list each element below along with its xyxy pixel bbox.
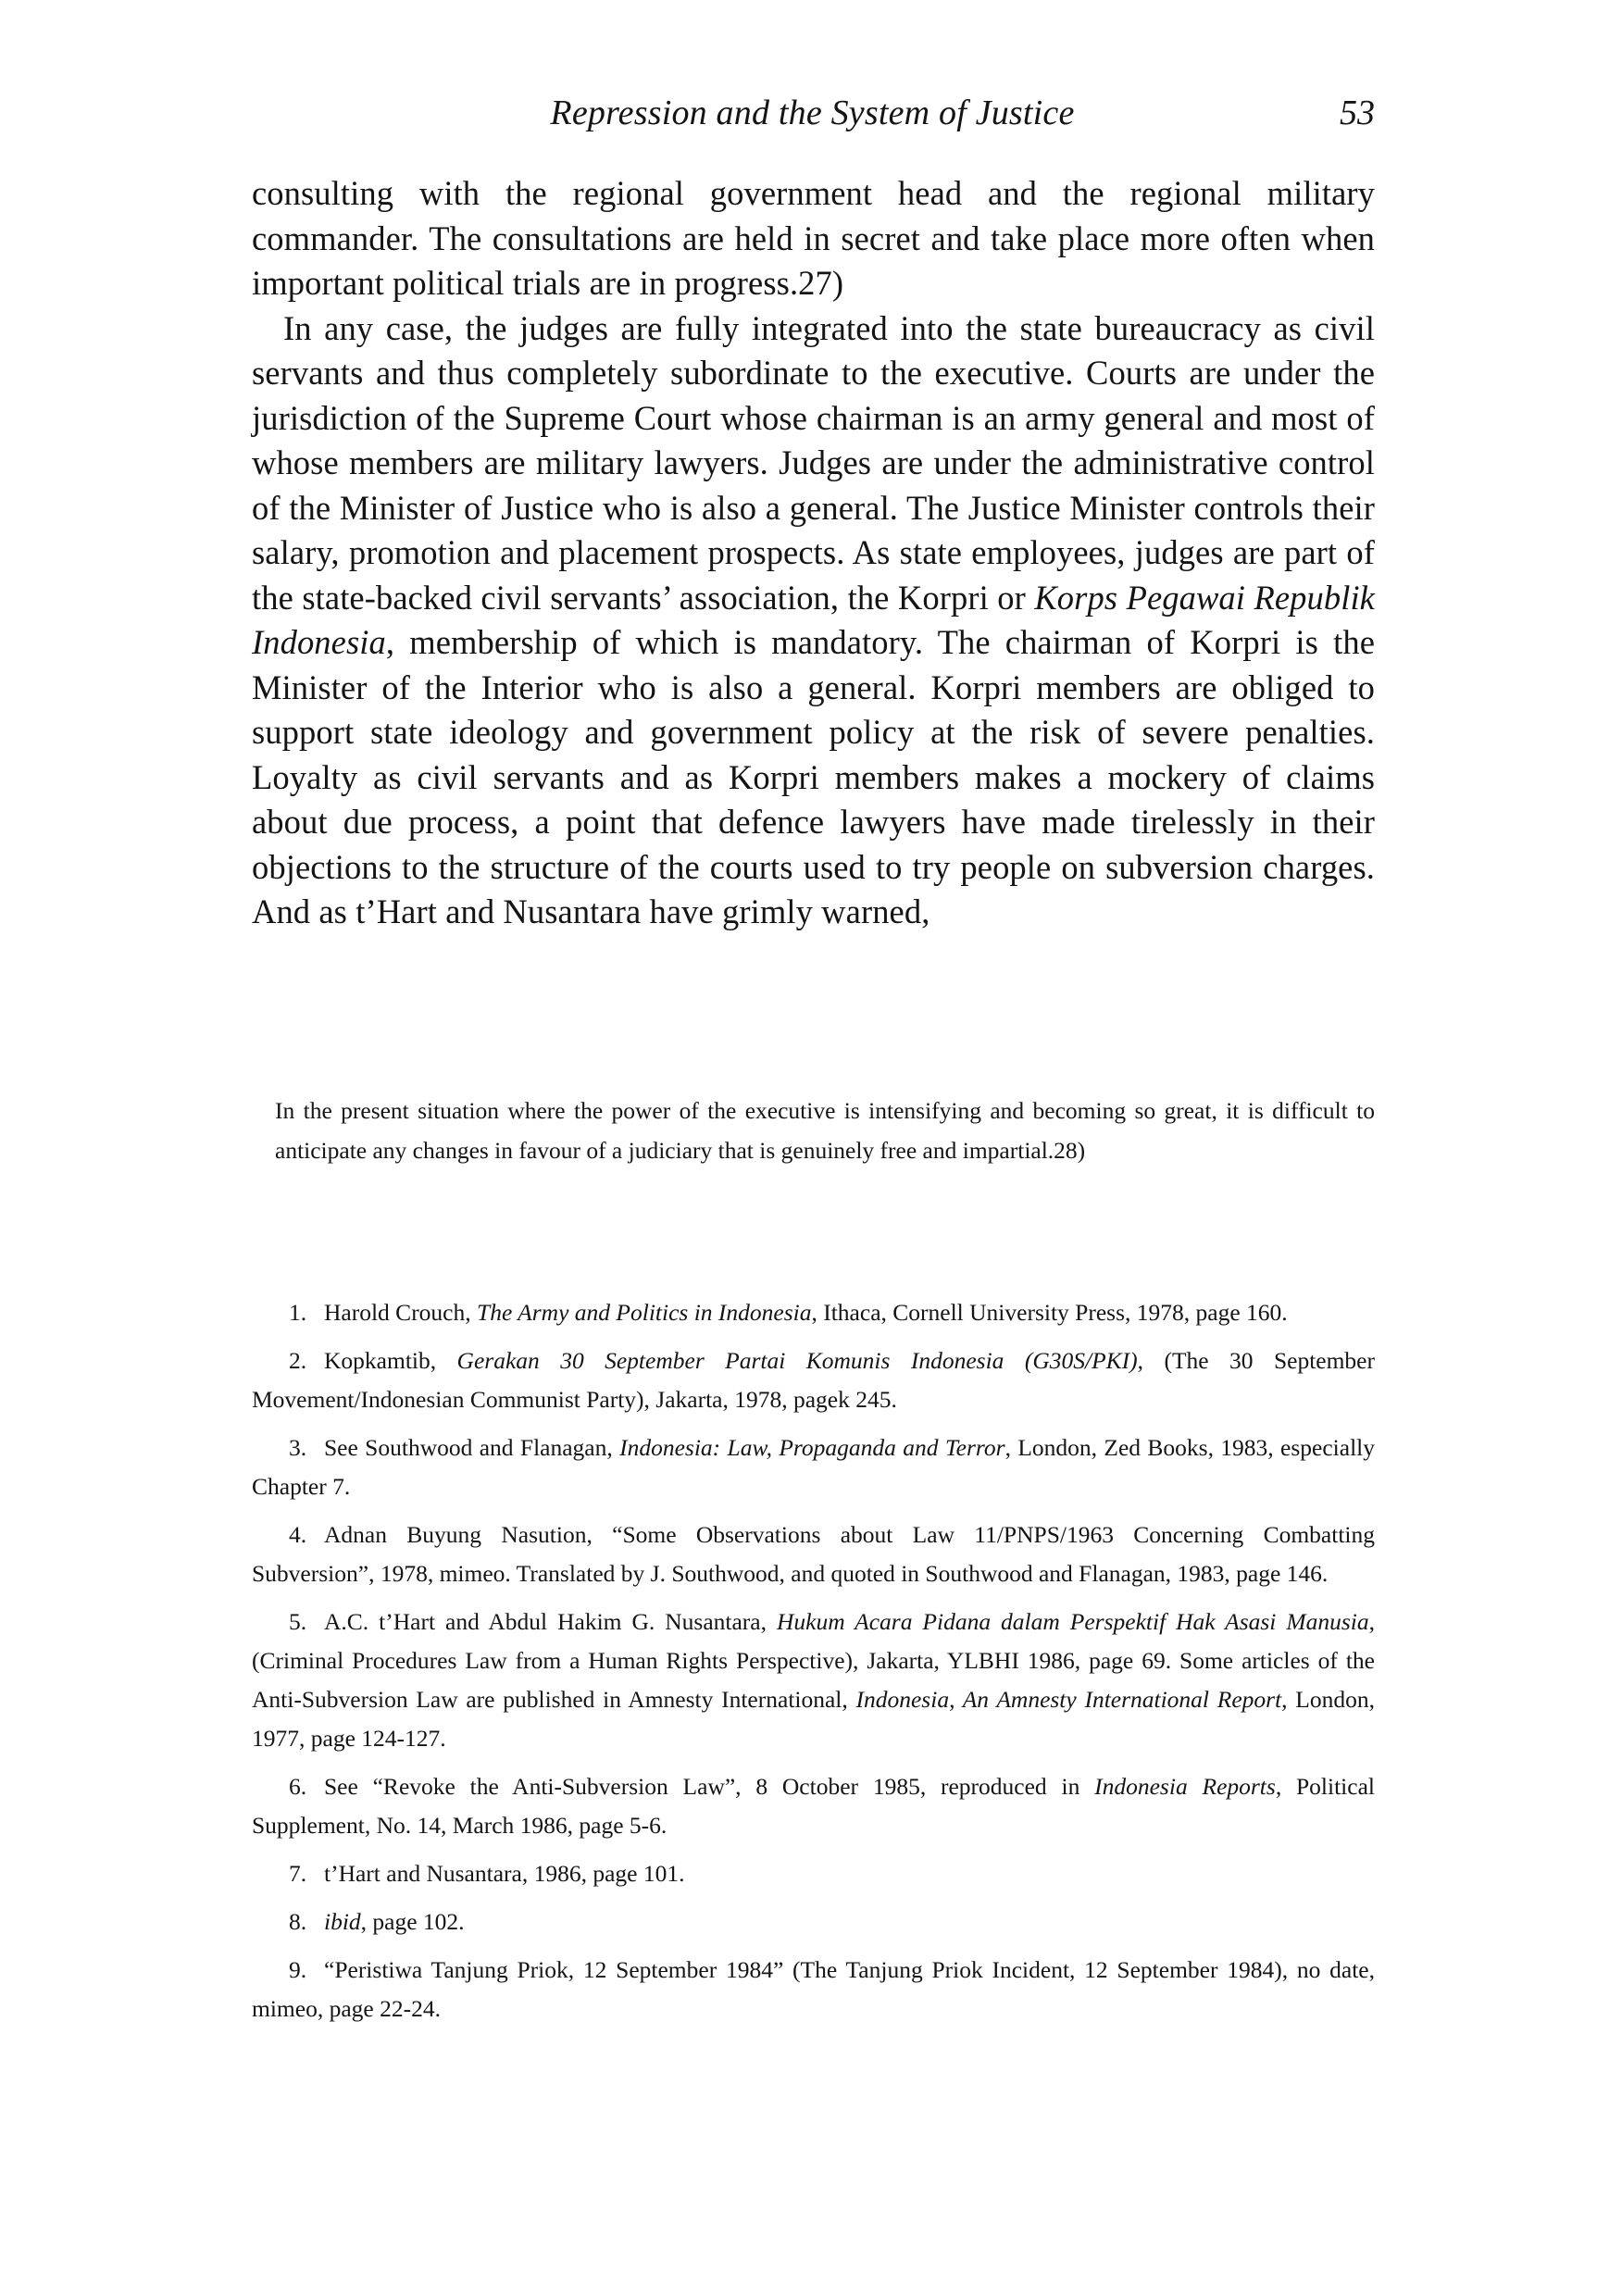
footnote-number: 1. (289, 1299, 307, 1326)
paragraph-judges (252, 306, 1375, 935)
footnote-italic: ibid (324, 1908, 361, 1935)
footnote (252, 1767, 1375, 1845)
footnote (252, 1951, 1375, 2028)
footnote-italic: Indonesia, An Amnesty International Report (855, 1686, 1282, 1713)
footnote-text: , page 102. (360, 1908, 465, 1935)
footnote-italic: The Army and Politics in Indonesia (477, 1299, 812, 1326)
block-quote: In the present situation where the power of the executive is intensifying and becoming so great, it is difficult to anticipate any changes in favour of a judiciary that is genuinely free and impartial.28) (275, 1097, 1375, 1164)
footnote (252, 1341, 1375, 1419)
footnote (252, 1293, 1375, 1332)
footnote-italic: Indonesia Reports (1094, 1773, 1276, 1800)
footnote (252, 1516, 1375, 1593)
footnote-number: 8. (289, 1908, 307, 1935)
paragraph-text-part: In any case, the judges are fully integrated into the state bureaucracy as civil servants and thus completely subordinate to the executive. Courts are under the jurisdiction of the Supreme Court whose chairman is an army general and most of whose members are military lawyers. Judges are under the administrative control of the Minister of Justice who is also a general. The Justice Minister controls their salary, promotion and placement prospects. As state employees, judges are part of the state-backed civil servants’ association, the Korpri or (252, 308, 1375, 617)
main-text (252, 171, 1375, 935)
footnote-text: “Peristiwa Tanjung Priok, 12 September 1984” (The Tanjung Priok Incident, 12 September 1984), no date, mimeo, page 22-24. (252, 1956, 1375, 2022)
footnote-text: , London, Zed Books, 1983, especially Chapter 7. (252, 1434, 1375, 1500)
page-number: 53 (1340, 94, 1375, 132)
paragraph-italic-term: Korps Pegawai Republik Indonesia (252, 578, 1375, 661)
footnote-text: , Ithaca, Cornell University Press, 1978, page 160. (811, 1299, 1288, 1326)
footnote-italic: Indonesia: Law, Propaganda and Terror (619, 1434, 1005, 1461)
footnote-text: See Southwood and Flanagan, (324, 1434, 620, 1461)
footnote-number: 7. (289, 1860, 307, 1887)
footnote-number: 4. (289, 1521, 307, 1548)
footnotes (252, 1293, 1375, 2038)
footnote-text: , (The 30 September Movement/Indonesian Communist Party), Jakarta, 1978, pagek 245. (252, 1347, 1375, 1413)
footnote-text: See “Revoke the Anti-Subversion Law”, 8 October 1985, reproduced in (324, 1773, 1095, 1800)
footnote-text: Harold Crouch, (324, 1299, 478, 1326)
paragraph-text-part: , membership of which is mandatory. The chairman of Korpri is the Minister of the Interior who is also a general. Korpri members are obliged to support state ideology and government policy at the risk of severe penalties. Loyalty as civil servants and as Korpri members makes a mockery of claims about due process, a point that defence lawyers have made tirelessly in their objections to the structure of the courts used to try people on subversion charges. And as t’Hart and Nusantara have grimly warned, (252, 623, 1375, 930)
running-header (250, 85, 1375, 141)
footnote-number: 2. (289, 1347, 307, 1374)
footnote (252, 1603, 1375, 1758)
footnote-text: Kopkamtib, (324, 1347, 457, 1374)
footnote-number: 3. (289, 1434, 307, 1461)
footnote (252, 1903, 1375, 1941)
footnote-text: t’Hart and Nusantara, 1986, page 101. (324, 1860, 685, 1887)
footnote-text: , (Criminal Procedures Law from a Human Rights Perspective), Jakarta, YLBHI 1986, page 69. Some articles of the Anti-Subversion Law are published in Amnesty International, (252, 1608, 1375, 1713)
footnote-text: , Political Supplement, No. 14, March 1986, page 5-6. (252, 1773, 1375, 1839)
footnote-text: Adnan Buyung Nasution, “Some Observations about Law 11/PNPS/1963 Concerning Combatting Subversion”, 1978, mimeo. Translated by J. Southwood, and quoted in Southwood and Flanagan, 1983, page 146. (252, 1521, 1375, 1587)
footnote-number: 9. (289, 1956, 307, 1983)
footnote-text: A.C. t’Hart and Abdul Hakim G. Nusantara, (324, 1608, 777, 1635)
footnote (252, 1429, 1375, 1506)
running-title: Repression and the System of Justice (550, 94, 1075, 132)
footnote-number: 6. (289, 1773, 307, 1800)
paragraph-continued: consulting with the regional government head and the regional military commander. The consultations are held in secret and take place more often when important political trials are in progress.27) (252, 174, 1375, 302)
footnote-number: 5. (289, 1608, 307, 1635)
footnote-italic: Gerakan 30 September Partai Komunis Indonesia (G30S/PKI) (456, 1347, 1138, 1374)
footnote (252, 1854, 1375, 1893)
footnote-italic: Hukum Acara Pidana dalam Perspektif Hak Asasi Manusia (776, 1608, 1369, 1635)
footnote-text: , London, 1977, page 124-127. (252, 1686, 1375, 1752)
